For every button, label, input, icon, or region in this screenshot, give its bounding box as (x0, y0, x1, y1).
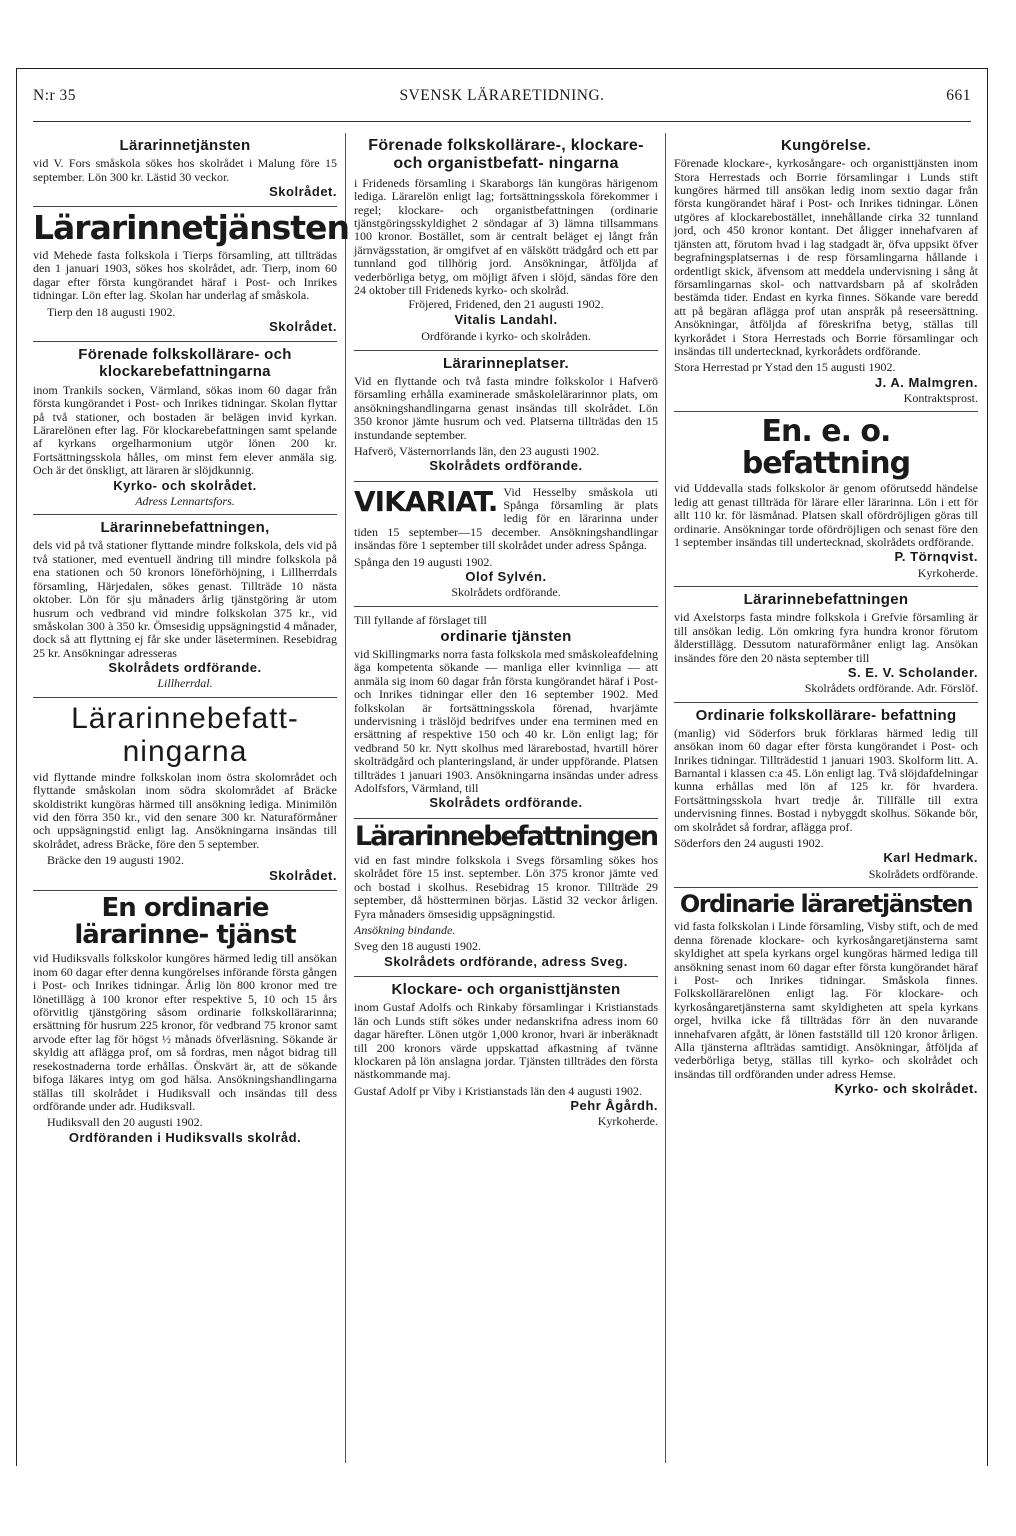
advert (674, 587, 978, 703)
advert-heading: VIKARIAT. (354, 484, 498, 518)
advert-date: Tierp den 18 augusti 1902. (47, 304, 176, 319)
advert-signature: Vitalis Landahl. (454, 312, 558, 328)
issue-number: N:r 35 (33, 87, 77, 104)
advert-date: Fröjered, Fridened, den 21 augusti 1902. (408, 297, 604, 312)
advert-signature: Karl Hedmark. (883, 850, 978, 866)
advert-text: vid Axelstorps fasta mindre folkskola i Grefvie församling är till ansökan ledig. Lön omkring fyra hundra kronor förutom ålderstillägg. Dessutom naturaförmåner enligt lag. Ansökan insändes före den 20 nästa september till (674, 610, 978, 665)
advert-heading: Lärarinnebefattningen (354, 820, 658, 852)
advert (354, 819, 658, 977)
advert-text: vid flyttande mindre folkskolan inom östra skolområdet och flyttande småskolan inom södra skolområdet af Bräcke skoldistrikt kungöras härmed till ansökning lediga. Minimilön vid den förra 350 kr., vid den senare 300 kr. Naturaförmåner och uppsägningstid enligt lag. Ansökningarna insändas till skolrådet, adress Bräcke, före den 5 september. (33, 769, 337, 851)
advert-heading: Lärarinnetjänsten (119, 137, 251, 154)
advert-text: vid Mehede fasta folkskola i Tierps församling, att tillträdas den 1 januari 1903, sökes hos skolrådet, adr. Tierp, inom 60 dagar efter första kungörandet häraf i Post- och Inrikes tidningar. Lön efter lag. Skolan har underlag af småskola. (33, 247, 337, 303)
advert (33, 207, 349, 342)
advert-date: Gustaf Adolf pr Viby i Kristianstads län den 4 augusti 1902. (354, 1083, 643, 1098)
advert-heading: ordinarie tjänsten (440, 627, 572, 645)
advert-note: Adress Lennartsfors. (135, 493, 235, 508)
advert (354, 977, 658, 1135)
page-number: 661 (946, 87, 971, 104)
advert-signature: Skolrådets ordförande, adress Sveg. (384, 953, 628, 969)
column-rule (665, 133, 666, 1463)
advert-heading: Lärarinneplatser. (443, 354, 569, 372)
advert-heading: En. e. o. befattning (741, 414, 911, 481)
advert-text: vid en fast mindre folkskola i Svegs församling sökes hos skolrådet före 15 inst. september. Lön 375 kronor jämte ved och bostad i skolhus. Resebidrag 15 kronor. Tillträde 29 september, då höstterminen börjas. Lästid 32 veckor årligen. Fyra månaders ömsesidig uppsägningstid. (354, 853, 658, 921)
advert (674, 888, 978, 1103)
masthead (17, 87, 987, 117)
advert-text: Vid Hesselby småskola uti Spånga församling är plats ledig för en lärarinna under tiden 15 september—15 december. Ansökningshandlingar insändas före 1 september till skolrådet under adress Spånga. (354, 484, 658, 553)
advert-note: Lillherrdal. (157, 676, 213, 691)
advert (33, 133, 337, 207)
advert-text: Förenade klockare-, kyrkosångare- och organisttjänsten inom Stora Herrestads och Borrie församlingar i Lunds stift kungöres härmed till ansökan ledig inom sextio dagar från första kungörandet häraf i Post- och Inrikes tidningar. Lönen utgöres af klockarebostället, innehållande cirka 32 tunnland jord, och 450 kronor kontant. Det åligger innehafvaren af tjänsten att, förutom hvad i lag stadgadt är, öfva uppsikt öfver begrafningsplatsernas i de resp församlingarna hållande i ordentligt skick, äfvensom att meddela undervisning i sång åt församlingarnas skol- och nattvardsbarn på af skolråden bestämda tider. Endast en kyrka finnes. Sökande vare beredd att på begäran aflägga prof utan anspråk på reseersättning. Ansökningar, åtföljda af föreskrifna betyg, ställas till kyrkorådet i Stora Herrestads och Borrie församlingar och insändas till undertecknad, kyrkorådets ordförande. (674, 156, 978, 358)
advert-heading: Lärarinnebefatt- ningarna (71, 701, 299, 768)
advert-signature: Skolrådet. (269, 867, 337, 883)
advert (354, 351, 658, 482)
advert-heading: Lärarinnebefattningen (743, 591, 909, 609)
advert-signature: Ordföranden i Hudiksvalls skolråd. (68, 1129, 302, 1145)
advert-signature: Skolrådets ordförande. (429, 795, 583, 811)
advert-heading: Kungörelse. (781, 137, 871, 154)
advert-heading: Förenade folkskollärare- och klockarebefattningarna (78, 346, 292, 381)
advert-note: Kyrkoherde. (917, 565, 978, 580)
advert (674, 412, 978, 587)
publication-title: SVENSK LÄRARETIDNING. (399, 87, 605, 104)
advert-text: vid Skillingmarks norra fasta folkskola med småskoleafdelning äga kompetenta sökande — manliga eller kvinnliga — att anmäla sig inom 60 dagar från första kungörandet häraf i Post- och Inrikes tidningar eller den 16 september 1902. Med folkskolan är fortsättningsskola förenad, hvarjämte undervisning i träslöjd bedrifves under ena terminen med en ersättning af respektive 150 och 40 kr. Lön enligt lag; för vedbrand 50 kr. Nytt skolhus med lärarebostad, hvartill hörer skolträdgård och planteringsland, är under uppförande. Platsen tillträdes 1 januari 1903. Ansökningarna insändas under adress Adolfsfors, Värmland, till (354, 646, 658, 796)
advert-heading: Klockare- och organisttjänsten (391, 981, 621, 999)
advert-date: Hudiksvall den 20 augusti 1902. (47, 1115, 203, 1130)
advert (33, 698, 337, 891)
advert-intro: Till fyllande af förslaget till (354, 613, 487, 628)
newspaper-page (16, 68, 988, 1466)
column-1 (33, 133, 349, 1152)
advert-note: Ordförande i kyrko- och skolråden. (421, 328, 591, 343)
advert (354, 133, 658, 351)
advert-signature: J. A. Malmgren. (874, 374, 978, 390)
advert-heading: Förenade folkskollärare-, klockare- och organistbefatt- ningarna (368, 137, 644, 173)
column-3 (674, 133, 978, 1103)
advert-text: vid fasta folkskolan i Linde församling, Visby stift, och de med denna förenade klockare- och kyrkosångaretjänsterna samt skyldighet att spela kyrkans orgel kungöras härmed lediga till ansökning senast inom 60 dagar efter första kungörandet häraf i Post- och Inrikes tidningar. Småskola finnes. Folkskollärarelönen enligt lag. För klockare- och kyrkosångaretjänsterna samt skyldigheten att spela kyrkans orgel, hvilka icke få tillträdas förr än den nuvarande innehafvaren afgått, är lönen fastställd till 120 kronor årligen. Alla tjänsterna aflträdas samtidigt. Ansökningar, åtföljda af vederbörliga betyg, ställas till kyrko- och skolrådet och insändas till ordföranden under adress Hemse. (674, 919, 978, 1081)
advert-signature: S. E. V. Scholander. (847, 664, 978, 680)
advert (33, 342, 337, 515)
advert-heading: En ordinarie lärarinne- tjänst (74, 892, 296, 951)
advert-text: dels vid på två stationer flyttande mindre folkskola, dels vid på två stationer, med eventuell ändring till mindre folkskola på ena stationen och 50 kronors löneförhöjning, i Lillherrdals församling, Härjedalen, sökes genast. Tillträde 10 nästa oktober. Lön för sju månaders årlig tjänstgöring är utom husrum och vedbrand vid mindre folkskolan 375 kr., vid småskolan 300 à 350 kr. Ömsesidig uppsägningstid 4 månader, dock så att flyttning ej får ske under läseterminen. Resebidrag 25 kr. Ansökningar adresseras (33, 538, 337, 660)
advert-text: inom Trankils socken, Värmland, sökas inom 60 dagar från första kungörandet i Post- och Inrikes tidningar. Skolan flyttar på två stationer, och bostaden är belägen invid kyrkan. Lärarelönen efter lag. För klockarebefattningen samt spelande af kyrkans orgelharmonium utgör lönen 200 kr. Fortsättningsskola hålles, om minst fem elever anmäla sig. Och är det önskligt, att läraren är slöjdkunnig. (33, 382, 337, 478)
advert-heading: Ordinarie läraretjänsten (679, 890, 973, 919)
advert-signature: Kyrko- och skolrådet. (113, 477, 257, 493)
column-rule (345, 133, 346, 1463)
advert-signature: Kyrko- och skolrådet. (834, 1081, 978, 1097)
column-2 (354, 133, 658, 1135)
advert-text: vid Uddevalla stads folkskolor är genom oförutsedd händelse ledig att genast tillträda för lärare eller lärarinna. Lön i ett för allt 110 kr. för läsmånad. Platsen skall ofördröjligen göras till ordinarie. Ansökningar torde ofördröjligen och senast före den 1 september insändas till undertecknad, skolrådets ordförande. (674, 481, 978, 550)
advert (33, 891, 337, 1152)
advert-heading: Lärarinnetjänsten (33, 208, 349, 248)
advert-text: vid Hudiksvalls folkskolor kungöres härmed ledig till ansökan inom 60 dagar efter denna kungörelses införande första gången i Post- och Inrikes tidningar. Årlig lön 800 kronor med tre lönetillägg à 100 kronor efter respektive 5, 10 och 15 års oförvitlig tjänstgöring såsom ordinarie folkskollärarinna; ersättning för husrum 225 kronor, för vedbrand 75 kronor samt arvode efter lag för högst ½ månads öfverläsning. Sökande är skyldig att aflägga prof, om så fordras, men något bidrag till resekostnaderna torde erhållas. Önskvärt är, att de sökande bifoga läkares intyg om god hälsa. Ansökningshandlingarna ställas till skolrådet i Hudiksvall och insändas till dess ordförande under adr. Hudiksvall. (33, 951, 337, 1113)
advert-date: Stora Herrestad pr Ystad den 15 augusti 1902. (674, 360, 896, 375)
advert-text: (manlig) vid Söderfors bruk förklaras härmed ledig till ansökan inom 60 dagar efter första kungörandet i Post- och Inrikes tidningar. Tillträdestid 1 januari 1903. Skolform litt. A. Barnantal i klassen c:a 45. Lön enligt lag. Två slöjdafdelningar kunna erhållas med lön af 125 kr. för hvardera. Fortsättningsskola hvart tredje år. Tillfälle till extra undervisning finnes. Bostad i nybyggdt skolhus. Sökande bör, om skolrådet så fordrar, aflägga prof. (674, 725, 978, 834)
advert (33, 515, 337, 698)
advert-signature: Skolrådet. (269, 318, 337, 334)
advert-signature: P. Törnqvist. (894, 549, 978, 565)
advert-note: Skolrådets ordförande. (868, 866, 978, 881)
advert-date: Söderfors den 24 augusti 1902. (674, 836, 824, 851)
advert-date: Spånga den 19 augusti 1902. (354, 554, 493, 569)
advert-note: Skolrådets ordförande. Adr. Förslöf. (804, 681, 978, 696)
advert-text: i Frideneds församling i Skaraborgs län kungöras härigenom lediga. Lärarelön enligt lag; fortsättningsskola förekommer i regel; klockare- och organistbefattningen (ordinarie tjänstgöringsskyldighet 2 söndagar af 3) lämna tillsammans 100 kronor. Bostället, som är centralt beläget ej långt från järnvägsstation, är omgifvet af en välskött trädgård och ett par tunnland god tillhörig jord. Ansökningar, åtföljda af vederbörliga betyg, om möjligt äfven i slöjd, sändas före den 24 oktober till Frideneds kyrko- och skolråd. (354, 175, 658, 298)
advert (354, 607, 658, 818)
advert-text: inom Gustaf Adolfs och Rinkaby församlingar i Kristianstads län och Lunds stift sökes under nedanskrifna adress inom 60 dagar härefter. Lönen utgör 1,000 kronor, hvari är inberäknadt till 200 kronors värde uppskattad afkastning af tvänne klockaren på lön anslagna jordar. Tjänsten tillträdes den första nästkommande maj. (354, 1000, 658, 1082)
advert-date: Sveg den 18 augusti 1902. (354, 939, 481, 954)
advert-note: Ansökning bindande. (354, 923, 456, 938)
advert (354, 482, 658, 608)
advert-heading: Ordinarie folkskollärare- befattning (695, 706, 957, 724)
advert-signature: Olof Sylvén. (465, 569, 547, 585)
advert-text: Vid en flyttande och två fasta mindre folkskolor i Hafverö församling erhålla examinerade småskolelärarinnor plats, om ansökningshandlingarna genast insändas till skolrådet. Lön 350 kronor jämte husrum och ved. Platserna tillträdas den 15 instundande september. (354, 373, 658, 442)
advert-heading: Lärarinnebefattningen, (100, 519, 270, 537)
advert-signature: Skolrådets ordförande. (429, 458, 583, 474)
advert-date: Bräcke den 19 augusti 1902. (47, 853, 184, 868)
advert-signature: Pehr Ågårdh. (570, 1098, 658, 1114)
advert (674, 133, 978, 412)
advert (674, 703, 978, 889)
advert-note: Kontraktsprost. (903, 391, 978, 405)
advert-signature: Skolrådet. (269, 184, 337, 200)
advert-date: Hafverö, Västernorrlands län, den 23 augusti 1902. (354, 443, 600, 458)
advert-text: vid V. Fors småskola sökes hos skolrådet i Malung före 15 september. Lön 300 kr. Lästid 30 veckor. (33, 156, 337, 184)
masthead-rule (33, 121, 971, 122)
advert-note: Skolrådets ordförande. (451, 585, 561, 600)
advert-signature: Skolrådets ordförande. (108, 660, 262, 676)
advert-note: Kyrkoherde. (597, 1114, 658, 1129)
